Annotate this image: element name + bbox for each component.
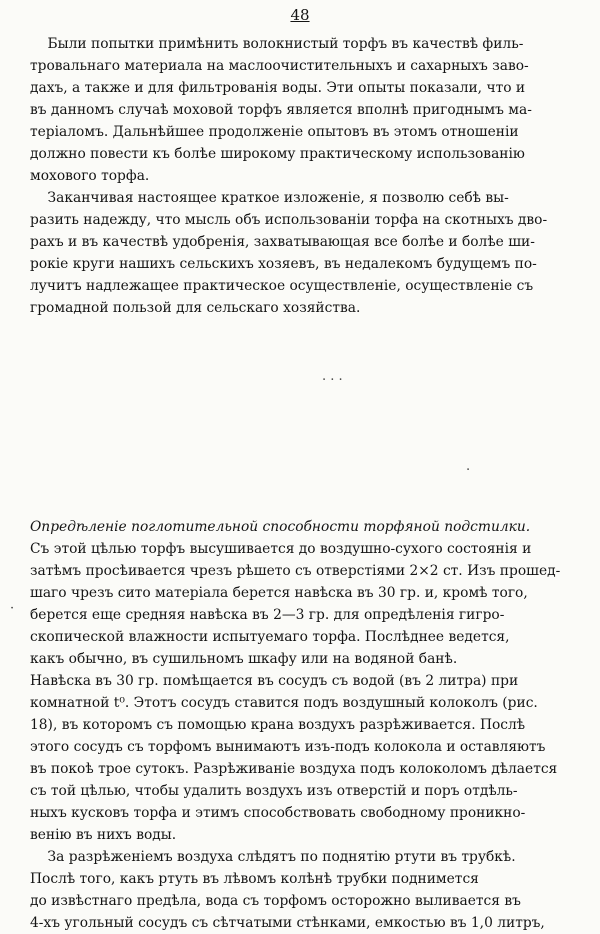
text-line: въ покоѣ трое сутокъ. Разрѣживаніе воздуха подъ колоколомъ дѣлается [30, 761, 558, 777]
text-line: Послѣ того, какъ ртуть въ лѣвомъ колѣнѣ трубки поднимется [30, 871, 479, 887]
text-line: Заканчивая настоящее краткое изложеніе, я позволю себѣ вы- [30, 190, 509, 206]
section-heading: Опредѣленіе поглотительной способности торфяной подстилки. [30, 519, 531, 535]
text-line: рокіе круги нашихъ сельскихъ хозяевъ, въ недалекомъ будущемъ по- [30, 256, 537, 272]
section-conclusion [30, 33, 570, 319]
text-line: лучитъ надлежащее практическое осуществленіе, осуществленіе съ [30, 278, 534, 294]
text-line: Навѣска въ 30 гр. помѣщается въ сосудъ съ водой (въ 2 литра) при [30, 673, 519, 689]
text-line: скопической влажности испытуемаго торфа. Послѣднее ведется, [30, 629, 510, 645]
text-line: берется еще средняя навѣска въ 2—3 гр. для опредѣленія гигро- [30, 607, 505, 623]
text-line: ныхъ кусковъ торфа и этимъ способствовать свободному проникно- [30, 805, 526, 821]
text-line: Съ этой цѣлью торфъ высушивается до воздушно-сухого состоянія и [30, 541, 532, 557]
text-line: рахъ и въ качествѣ удобренія, захватывающая все болѣе и болѣе ши- [30, 234, 535, 250]
page-number: 48 [290, 6, 310, 24]
text-line: венію въ нихъ воды. [30, 827, 177, 843]
text-line: громадной пользой для сельскаго хозяйства. [30, 300, 361, 316]
text-line: 18), въ которомъ съ помощью крана воздухъ разрѣживается. Послѣ [30, 717, 526, 733]
text-line: затѣмъ просѣивается чрезъ рѣшето съ отверстіями 2×2 ст. Изъ прошед- [30, 563, 561, 579]
text-line: какъ обычно, въ сушильномъ шкафу или на водяной банѣ. [30, 651, 458, 667]
text-line: шаго чрезъ сито матеріала берется навѣска въ 30 гр. и, кромѣ того, [30, 585, 528, 601]
text-line: въ данномъ случаѣ моховой торфъ является вполнѣ пригоднымъ ма- [30, 102, 532, 118]
section-absorption-body [30, 538, 570, 934]
text-line: комнатной t⁰. Этотъ сосудъ ставится подъ воздушный колоколъ (рис. [30, 695, 538, 711]
text-line: этого сосудъ съ торфомъ вынимаютъ изъ-подъ колокола и оставляютъ [30, 739, 546, 755]
text-line: дахъ, а также и для фильтрованія воды. Эти опыты показали, что и [30, 80, 526, 96]
text-line: съ той цѣлью, чтобы удалить воздухъ изъ отверстій и поръ отдѣль- [30, 783, 518, 799]
text-line: тровальнаго материала на маслоочистительныхъ и сахарныхъ заво- [30, 58, 529, 74]
text-line: Были попытки примѣнить волокнистый торфъ въ качествѣ филь- [30, 36, 524, 52]
scan-speck: . [466, 459, 471, 474]
text-line: мохового торфа. [30, 168, 150, 184]
text-line: должно повести къ болѣе широкому практическому использованію [30, 146, 525, 162]
text-line: до извѣстнаго предѣла, вода съ торфомъ осторожно выливается въ [30, 893, 521, 909]
text-line: теріаломъ. Дальнѣйшее продолженіе опытовъ въ этомъ отношеніи [30, 124, 519, 140]
scan-speck: · [10, 601, 15, 616]
text-line: разить надежду, что мысль объ использованіи торфа на скотныхъ дво- [30, 212, 548, 228]
section-absorption [30, 516, 570, 934]
text-line: 4-хъ угольный сосудъ съ сѣтчатыми стѣнками, емкостью въ 1,0 литръ, [30, 915, 545, 931]
scan-speck: . . . [322, 369, 343, 384]
text-line: За разрѣженіемъ воздуха слѣдятъ по поднятію ртути въ трубкѣ. [30, 849, 516, 865]
